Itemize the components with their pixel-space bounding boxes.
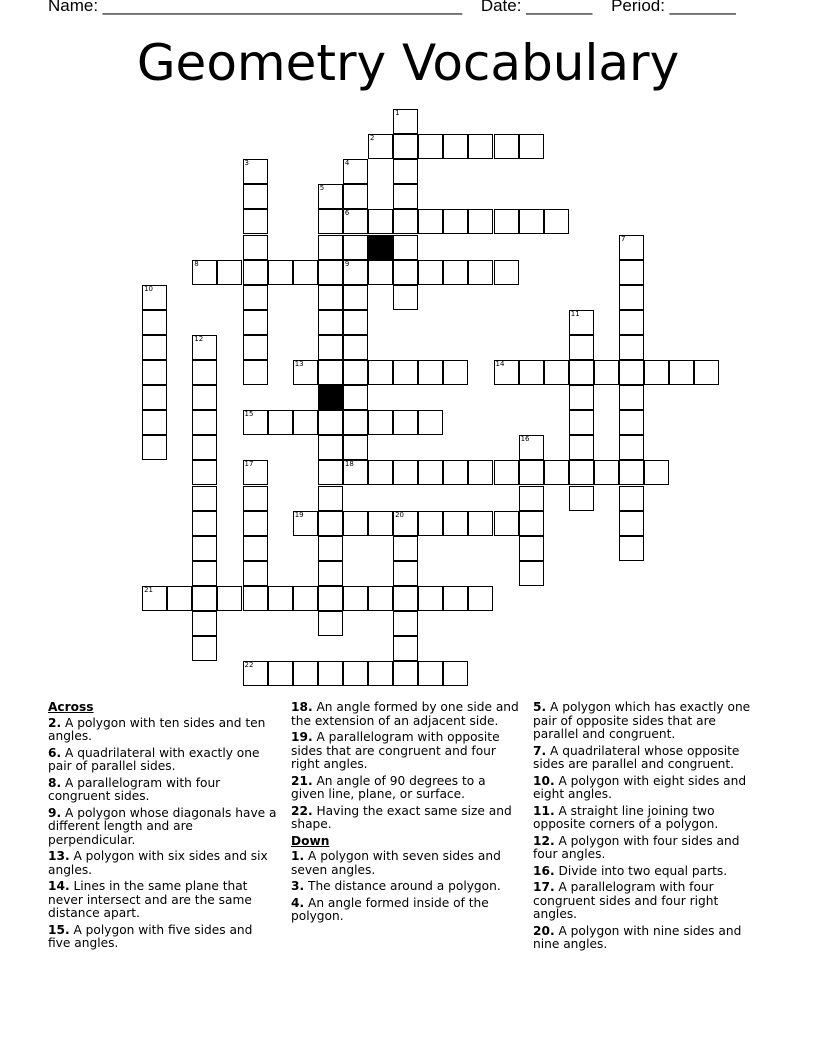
clue-item-number: 13.: [48, 849, 70, 863]
clue-item: [48, 717, 278, 744]
clue-number: 7: [621, 234, 626, 243]
clue-number: 2: [370, 134, 375, 143]
clue-item-text: A polygon with eight sides and eight angles.: [533, 773, 747, 801]
crossword-cell[interactable]: [268, 410, 293, 435]
clue-number: 22: [244, 661, 254, 670]
down-heading: Down: [291, 833, 330, 848]
crossword-cell[interactable]: [569, 335, 594, 360]
crossword-cell[interactable]: [243, 536, 268, 561]
crossword-block-cell: [368, 235, 393, 260]
crossword-cell[interactable]: [418, 209, 443, 234]
crossword-cell[interactable]: [619, 460, 644, 485]
crossword-cell[interactable]: [619, 285, 644, 310]
clue-column-1: [48, 701, 278, 954]
crossword-cell[interactable]: [368, 410, 393, 435]
crossword-cell[interactable]: [343, 235, 368, 260]
crossword-cell[interactable]: [619, 385, 644, 410]
crossword-cell[interactable]: [217, 260, 242, 285]
crossword-cell[interactable]: [268, 661, 293, 686]
crossword-cell[interactable]: [318, 460, 343, 485]
crossword-cell[interactable]: [519, 486, 544, 511]
crossword-cell[interactable]: [468, 209, 493, 234]
crossword-cell[interactable]: [569, 435, 594, 460]
crossword-cell[interactable]: [192, 536, 217, 561]
clue-number: 3: [244, 159, 249, 168]
clue-item: [48, 747, 278, 774]
crossword-cell[interactable]: [418, 661, 443, 686]
clue-item-text: An angle formed inside of the polygon.: [291, 895, 489, 923]
crossword-cell[interactable]: [569, 410, 594, 435]
clue-item: [533, 925, 761, 952]
clue-item-number: 12.: [533, 833, 555, 848]
crossword-cell[interactable]: [318, 410, 343, 435]
crossword-cell[interactable]: [243, 586, 268, 611]
clue-item-text: An angle of 90 degrees to a given line, plane, or surface.: [291, 773, 486, 801]
clue-number: 1: [395, 109, 400, 117]
clue-item-text: A parallelogram with four congruent sides and four right angles.: [533, 880, 719, 921]
crossword-cell[interactable]: [619, 360, 644, 385]
crossword-cell[interactable]: [443, 134, 468, 159]
crossword-cell[interactable]: [318, 360, 343, 385]
crossword-cell[interactable]: [368, 661, 393, 686]
clue-item: [533, 745, 761, 772]
crossword-cell[interactable]: [343, 410, 368, 435]
crossword-cell[interactable]: [368, 209, 393, 234]
clue-column-2: [291, 701, 519, 927]
clue-item: [48, 777, 278, 804]
crossword-cell[interactable]: [192, 460, 217, 485]
clue-item-text: A parallelogram with opposite sides that are congruent and four right angles.: [291, 730, 500, 771]
crossword-cell[interactable]: [393, 134, 418, 159]
crossword-cell[interactable]: [594, 460, 619, 485]
clue-item: [291, 731, 519, 772]
crossword-cell[interactable]: [393, 661, 418, 686]
crossword-cell[interactable]: [494, 260, 519, 285]
crossword-cell[interactable]: [393, 159, 418, 184]
crossword-cell[interactable]: [318, 561, 343, 586]
clue-item-number: 16.: [533, 863, 555, 878]
clue-item: [291, 880, 519, 894]
clue-item-number: 10.: [533, 773, 555, 788]
clue-item-text: Lines in the same plane that never intersect and are the same distance apart.: [48, 879, 252, 920]
crossword-cell[interactable]: [519, 460, 544, 485]
crossword-cell[interactable]: [343, 310, 368, 335]
crossword-cell[interactable]: [519, 511, 544, 536]
crossword-cell[interactable]: [619, 260, 644, 285]
clue-item: [48, 807, 278, 848]
crossword-cell[interactable]: [243, 410, 268, 435]
crossword-cell[interactable]: [293, 511, 318, 536]
clue-item-number: 2.: [48, 715, 62, 730]
crossword-cell[interactable]: [569, 310, 594, 335]
crossword-cell[interactable]: [142, 586, 167, 611]
crossword-cell[interactable]: [318, 335, 343, 360]
clue-number: 4: [344, 159, 350, 168]
crossword-cell[interactable]: [494, 460, 519, 485]
clue-column-3: [533, 701, 761, 955]
crossword-cell[interactable]: [142, 385, 167, 410]
clue-item-text: A parallelogram with four congruent sides.: [48, 775, 221, 803]
crossword-cell[interactable]: [142, 360, 167, 385]
crossword-cell[interactable]: [468, 260, 493, 285]
crossword-cell[interactable]: [544, 209, 569, 234]
crossword-cell[interactable]: [393, 360, 418, 385]
crossword-cell[interactable]: [243, 209, 268, 234]
crossword-cell[interactable]: [318, 511, 343, 536]
clue-number: 15: [244, 410, 254, 419]
crossword-cell[interactable]: [192, 335, 217, 360]
clue-number: 14: [495, 360, 505, 368]
crossword-cell[interactable]: [519, 360, 544, 385]
clue-item-text: A polygon with six sides and six angles.: [48, 849, 268, 877]
clue-number: 8: [194, 259, 199, 268]
clue-item: [48, 850, 278, 877]
crossword-cell[interactable]: [619, 435, 644, 460]
crossword-cell[interactable]: [393, 260, 418, 285]
crossword-cell[interactable]: [393, 536, 418, 561]
crossword-cell[interactable]: [167, 586, 192, 611]
crossword-cell[interactable]: [243, 285, 268, 310]
crossword-cell[interactable]: [293, 360, 318, 385]
crossword-cell[interactable]: [243, 360, 268, 385]
clue-item-text: A polygon with four sides and four angles.: [533, 833, 740, 861]
crossword-cell[interactable]: [393, 611, 418, 636]
crossword-cell[interactable]: [519, 536, 544, 561]
period-field-label: Period: _______: [611, 0, 736, 15]
crossword-cell[interactable]: [318, 209, 343, 234]
clue-item-text: A quadrilateral with exactly one pair of parallel sides.: [48, 745, 260, 773]
crossword-cell[interactable]: [268, 586, 293, 611]
crossword-cell[interactable]: [192, 385, 217, 410]
crossword-cell[interactable]: [343, 209, 368, 234]
crossword-cell[interactable]: [569, 385, 594, 410]
crossword-cell[interactable]: [343, 159, 368, 184]
clue-item-text: A polygon which has exactly one pair of opposite sides that are parallel and congruent.: [533, 700, 751, 741]
clue-item-text: A straight line joining two opposite corners of a polygon.: [533, 803, 719, 831]
crossword-cell[interactable]: [243, 486, 268, 511]
clue-item-text: An angle formed by one side and the extension of an adjacent side.: [291, 700, 519, 728]
crossword-cell[interactable]: [192, 435, 217, 460]
clue-item: [291, 805, 519, 832]
crossword-cell[interactable]: [318, 235, 343, 260]
clue-item: [533, 701, 761, 742]
clue-item-text: Having the exact same size and shape.: [291, 803, 512, 831]
crossword-cell[interactable]: [293, 410, 318, 435]
clue-item-text: A polygon with nine sides and nine angles.: [533, 923, 742, 951]
clue-number: 18: [344, 460, 354, 469]
crossword-cell[interactable]: [619, 536, 644, 561]
clue-item: [291, 775, 519, 802]
clue-item: [533, 881, 761, 922]
crossword-cell[interactable]: [393, 184, 418, 209]
crossword-cell[interactable]: [343, 184, 368, 209]
crossword-cell[interactable]: [393, 109, 418, 134]
crossword-cell[interactable]: [318, 586, 343, 611]
crossword-cell[interactable]: [192, 636, 217, 661]
crossword-cell[interactable]: [569, 460, 594, 485]
crossword-cell[interactable]: [318, 486, 343, 511]
clue-item: [533, 835, 761, 862]
clue-item-number: 18.: [291, 700, 313, 714]
clue-item: [533, 805, 761, 832]
crossword-cell[interactable]: [142, 285, 167, 310]
clue-item-number: 15.: [48, 922, 70, 937]
crossword-cell[interactable]: [644, 360, 669, 385]
crossword-cell[interactable]: [243, 235, 268, 260]
date-field-label: Date: _______: [480, 0, 593, 15]
crossword-cell[interactable]: [243, 260, 268, 285]
clue-item-number: 1.: [291, 849, 305, 863]
crossword-cell[interactable]: [192, 611, 217, 636]
crossword-cell[interactable]: [318, 310, 343, 335]
clue-item-text: A polygon with seven sides and seven angles.: [291, 849, 501, 877]
crossword-cell[interactable]: [293, 260, 318, 285]
crossword-cell[interactable]: [418, 360, 443, 385]
clue-item: [291, 701, 519, 728]
clue-item-number: 8.: [48, 775, 62, 790]
crossword-cell[interactable]: [318, 536, 343, 561]
clue-item-text: The distance around a polygon.: [304, 879, 501, 893]
crossword-cell[interactable]: [293, 661, 318, 686]
crossword-cell[interactable]: [519, 435, 544, 460]
crossword-cell[interactable]: [343, 435, 368, 460]
clue-item-number: 11.: [533, 803, 555, 818]
crossword-cell[interactable]: [393, 460, 418, 485]
crossword-cell[interactable]: [192, 486, 217, 511]
crossword-cell[interactable]: [544, 360, 569, 385]
clue-item-text: Divide into two equal parts.: [554, 863, 728, 878]
crossword-cell[interactable]: [192, 511, 217, 536]
crossword-cell[interactable]: [393, 209, 418, 234]
across-heading: Across: [48, 700, 94, 714]
crossword-block-cell: [318, 385, 343, 410]
crossword-cell[interactable]: [343, 511, 368, 536]
clue-item-number: 19.: [291, 730, 313, 744]
clue-number: 9: [344, 259, 350, 268]
clue-number: 16: [520, 435, 530, 444]
crossword-cell[interactable]: [368, 360, 393, 385]
crossword-cell[interactable]: [569, 486, 594, 511]
crossword-cell[interactable]: [192, 360, 217, 385]
clue-number: 11: [570, 309, 580, 318]
crossword-cell[interactable]: [418, 460, 443, 485]
crossword-cell[interactable]: [142, 335, 167, 360]
clue-item-text: A polygon whose diagonals have a different length and are perpendicular.: [48, 805, 277, 847]
crossword-cell[interactable]: [418, 260, 443, 285]
crossword-cell[interactable]: [418, 511, 443, 536]
crossword-cell[interactable]: [494, 360, 519, 385]
crossword-cell[interactable]: [192, 586, 217, 611]
crossword-cell[interactable]: [443, 586, 468, 611]
clue-item-number: 17.: [533, 880, 555, 894]
clue-number: 21: [144, 585, 154, 594]
clue-number: 12: [194, 334, 204, 343]
crossword-cell[interactable]: [519, 209, 544, 234]
crossword-cell[interactable]: [142, 410, 167, 435]
crossword-cell[interactable]: [318, 435, 343, 460]
clue-number: 10: [144, 284, 154, 293]
clue-item: [48, 924, 278, 951]
clue-item: [533, 865, 761, 879]
clue-item-number: 22.: [291, 803, 313, 818]
crossword-cell[interactable]: [468, 511, 493, 536]
crossword-cell[interactable]: [418, 410, 443, 435]
crossword-cell[interactable]: [293, 586, 318, 611]
crossword-cell[interactable]: [418, 134, 443, 159]
crossword-cell[interactable]: [669, 360, 694, 385]
crossword-cell[interactable]: [619, 486, 644, 511]
clue-item-number: 4.: [291, 895, 305, 910]
crossword-cell[interactable]: [243, 511, 268, 536]
crossword-cell[interactable]: [619, 511, 644, 536]
clue-number: 5: [319, 184, 325, 193]
clue-item: [291, 897, 519, 924]
crossword-cell[interactable]: [468, 586, 493, 611]
crossword-cell[interactable]: [468, 134, 493, 159]
page-title: Geometry Vocabulary: [136, 34, 680, 92]
clue-item-text: A polygon with five sides and five angles.: [48, 922, 253, 950]
crossword-cell[interactable]: [343, 661, 368, 686]
clue-item-number: 9.: [48, 805, 62, 820]
clue-number: 17: [244, 460, 254, 469]
clue-item-text: A quadrilateral whose opposite sides are parallel and congruent.: [533, 743, 740, 771]
clue-item-text: A polygon with ten sides and ten angles.: [48, 715, 266, 743]
crossword-cell[interactable]: [393, 410, 418, 435]
crossword-cell[interactable]: [569, 360, 594, 385]
crossword-cell[interactable]: [192, 260, 217, 285]
crossword-cell[interactable]: [243, 460, 268, 485]
crossword-cell[interactable]: [468, 460, 493, 485]
clue-item-number: 14.: [48, 879, 70, 893]
crossword-cell[interactable]: [619, 235, 644, 260]
crossword-cell[interactable]: [343, 460, 368, 485]
clue-item-number: 5.: [533, 700, 547, 714]
crossword-cell[interactable]: [619, 335, 644, 360]
crossword-cell[interactable]: [619, 410, 644, 435]
crossword-cell[interactable]: [243, 159, 268, 184]
crossword-cell[interactable]: [368, 586, 393, 611]
clue-number: 13: [294, 360, 304, 368]
crossword-cell[interactable]: [368, 511, 393, 536]
crossword-cell[interactable]: [318, 661, 343, 686]
clue-item-number: 20.: [533, 923, 555, 938]
crossword-cell[interactable]: [494, 209, 519, 234]
crossword-cell[interactable]: [192, 410, 217, 435]
clue-item: [533, 775, 761, 802]
crossword-cell[interactable]: [142, 310, 167, 335]
crossword-cell[interactable]: [619, 310, 644, 335]
crossword-cell[interactable]: [393, 511, 418, 536]
crossword-cell[interactable]: [694, 360, 719, 385]
crossword-cell[interactable]: [318, 184, 343, 209]
crossword-cell[interactable]: [318, 285, 343, 310]
crossword-cell[interactable]: [343, 285, 368, 310]
clue-item: [291, 850, 519, 877]
crossword-cell[interactable]: [368, 134, 393, 159]
clue-item-number: 3.: [291, 879, 305, 893]
clue-number: 19: [294, 510, 304, 519]
crossword-cell[interactable]: [519, 134, 544, 159]
crossword-cell[interactable]: [443, 460, 468, 485]
name-field-label: Name: ______________________________________: [48, 0, 463, 15]
crossword-cell[interactable]: [243, 335, 268, 360]
crossword-cell[interactable]: [243, 661, 268, 686]
crossword-cell[interactable]: [644, 460, 669, 485]
crossword-cell[interactable]: [343, 586, 368, 611]
crossword-cell[interactable]: [268, 260, 293, 285]
crossword-cell[interactable]: [418, 586, 443, 611]
crossword-cell[interactable]: [343, 335, 368, 360]
student-info-header: [48, 0, 750, 16]
crossword-cell[interactable]: [393, 561, 418, 586]
crossword-cell[interactable]: [494, 511, 519, 536]
crossword-cell[interactable]: [443, 360, 468, 385]
crossword-cell[interactable]: [443, 661, 468, 686]
crossword-cell[interactable]: [318, 611, 343, 636]
crossword-cell[interactable]: [368, 260, 393, 285]
clue-item-number: 7.: [533, 743, 547, 758]
crossword-cell[interactable]: [443, 209, 468, 234]
clue-item: [48, 880, 278, 921]
crossword-cell[interactable]: [243, 184, 268, 209]
crossword-cell[interactable]: [393, 586, 418, 611]
crossword-cell[interactable]: [393, 235, 418, 260]
crossword-cell[interactable]: [519, 561, 544, 586]
crossword-cell[interactable]: [544, 460, 569, 485]
crossword-cell[interactable]: [594, 360, 619, 385]
crossword-cell[interactable]: [243, 310, 268, 335]
crossword-cell[interactable]: [217, 586, 242, 611]
crossword-cell[interactable]: [393, 636, 418, 661]
crossword-cell[interactable]: [443, 511, 468, 536]
crossword-cell[interactable]: [494, 134, 519, 159]
crossword-cell[interactable]: [443, 260, 468, 285]
crossword-cell[interactable]: [343, 385, 368, 410]
clue-number: 20: [395, 510, 405, 519]
crossword-cell[interactable]: [343, 260, 368, 285]
crossword-cell[interactable]: [318, 260, 343, 285]
clue-number: 6: [344, 209, 350, 218]
crossword-cell[interactable]: [192, 561, 217, 586]
crossword-cell[interactable]: [243, 561, 268, 586]
crossword-cell[interactable]: [368, 460, 393, 485]
clue-item-number: 21.: [291, 773, 313, 788]
crossword-cell[interactable]: [393, 285, 418, 310]
crossword-cell[interactable]: [142, 435, 167, 460]
clue-item-number: 6.: [48, 745, 62, 760]
crossword-cell[interactable]: [343, 360, 368, 385]
